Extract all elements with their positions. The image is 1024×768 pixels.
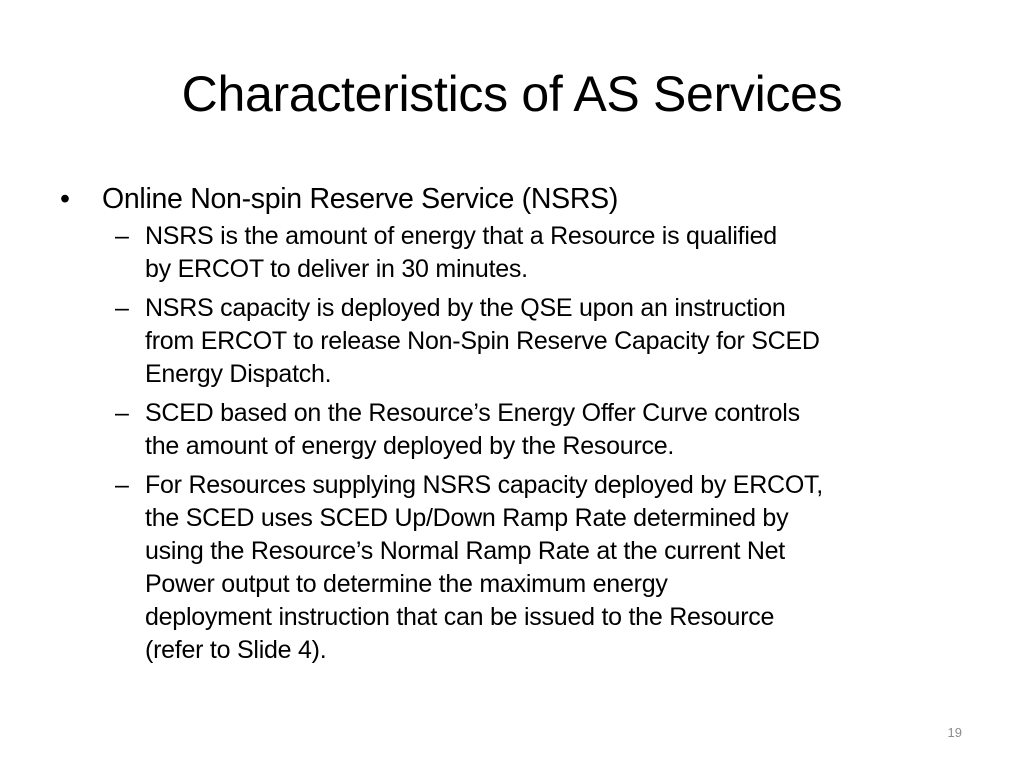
sub-bullet-2 — [60, 292, 980, 391]
sub-bullet-line: deployment instruction that can be issued to the Resource — [145, 603, 775, 631]
slide-number: 19 — [947, 725, 962, 740]
sub-bullet-line: NSRS is the amount of energy that a Resource is qualified — [145, 222, 777, 250]
sub-bullet-line: from ERCOT to release Non-Spin Reserve Capacity for SCED — [145, 327, 820, 355]
sub-bullet-marker: – — [115, 294, 129, 322]
sub-bullet-1 — [60, 220, 980, 286]
slide-content — [60, 181, 980, 673]
sub-bullet-line: Energy Dispatch. — [145, 360, 332, 388]
sub-bullet-line: For Resources supplying NSRS capacity deployed by ERCOT, — [145, 471, 823, 499]
sub-bullet-line: SCED based on the Resource’s Energy Offer Curve controls — [145, 399, 800, 427]
sub-bullet-marker: – — [115, 471, 129, 499]
sub-bullet-line: the amount of energy deployed by the Resource. — [145, 432, 675, 460]
sub-bullet-marker: – — [115, 222, 129, 250]
sub-bullet-line: Power output to determine the maximum energy — [145, 570, 668, 598]
sub-bullet-line: (refer to Slide 4). — [145, 636, 327, 664]
sub-bullet-marker: – — [115, 399, 129, 427]
sub-bullet-line: the SCED uses SCED Up/Down Ramp Rate determined by — [145, 504, 789, 532]
sub-bullet-4 — [60, 469, 980, 667]
sub-bullet-line: using the Resource’s Normal Ramp Rate at the current Net — [145, 537, 786, 565]
bullet-text: Online Non-spin Reserve Service (NSRS) — [102, 183, 619, 215]
sub-bullet-line: NSRS capacity is deployed by the QSE upon an instruction — [145, 294, 786, 322]
slide-title: Characteristics of AS Services — [181, 66, 843, 122]
bullet-online-non-spin — [60, 181, 980, 217]
sub-bullet-3 — [60, 397, 980, 463]
sub-bullet-list — [60, 220, 980, 667]
sub-bullet-line: by ERCOT to deliver in 30 minutes. — [145, 255, 528, 283]
bullet-marker: • — [60, 183, 70, 215]
